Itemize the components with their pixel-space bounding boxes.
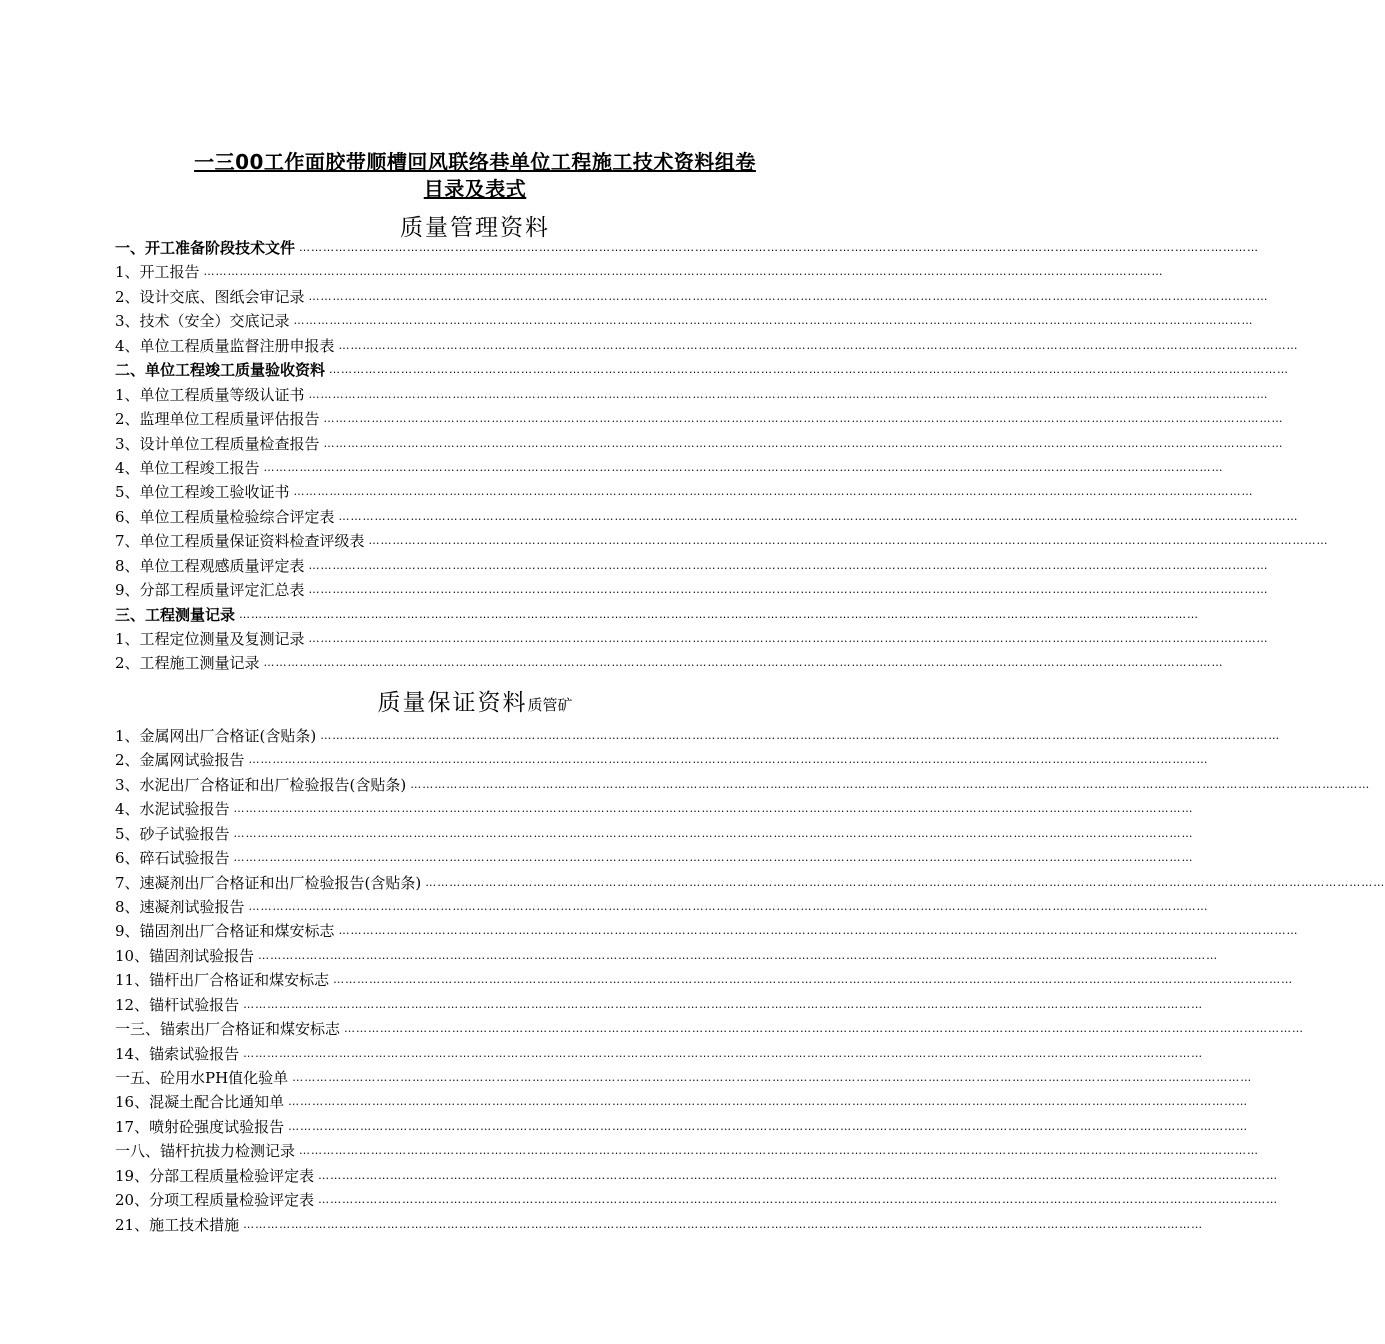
dot-leader: …………………………………………………………………………………………………………………………………………………………………………………………………………………… — [292, 1071, 1253, 1084]
toc-entry — [115, 993, 1204, 1017]
toc-entry-label: 2、工程施工测量记录 — [115, 654, 260, 673]
toc-entry-label: 8、速凝剂试验报告 — [115, 897, 245, 916]
dot-leader: …………………………………………………………………………………………………………………………………………………………………………………………………………………… — [308, 583, 1269, 597]
toc-entry — [115, 822, 1194, 846]
dot-leader: …………………………………………………………………………………………………………………………………………………………………………………………………………………… — [318, 1193, 1279, 1207]
toc-entry-label: 3、设计单位工程质量检查报告 — [115, 434, 320, 453]
dot-leader: …………………………………………………………………………………………………………………………………………………………………………………………………………………… — [344, 1022, 1305, 1036]
dot-leader: …………………………………………………………………………………………………………………………………………………………………………………………………………………… — [323, 436, 1284, 450]
toc-entry — [115, 456, 1224, 480]
toc-entry — [115, 407, 1284, 431]
toc-entry — [115, 309, 1254, 333]
toc-entry-label: 1、单位工程质量等级认证书 — [115, 385, 305, 404]
toc-entry-label: 4、水泥试验报告 — [115, 800, 230, 819]
toc-entry-label: 21、施工技术措施 — [115, 1215, 240, 1234]
toc-entry-label: 6、碎石试验报告 — [115, 849, 230, 868]
toc-entry-label: 8、单位工程观感质量评定表 — [115, 556, 305, 575]
dot-leader: …………………………………………………………………………………………………………………………………………………………………………………………………………………… — [333, 973, 1294, 987]
toc-entry-label: 一八、锚杆抗拔力检测记录 — [115, 1142, 296, 1161]
toc-entry-label: 1、金属网出厂合格证(含贴条) — [115, 726, 317, 745]
toc-entry-label: 12、锚杆试验报告 — [115, 995, 240, 1014]
toc-entry-label: 11、锚杆出厂合格证和煤安标志 — [115, 971, 330, 990]
toc-entry — [115, 1188, 1279, 1212]
dot-leader: …………………………………………………………………………………………………………………………………………………………………………………………………………………… — [233, 802, 1194, 816]
toc-entry — [115, 383, 1269, 407]
toc-entry-label: 17、喷射砼强度试验报告 — [115, 1117, 285, 1136]
toc-entry — [115, 1213, 1204, 1237]
toc-entry — [115, 1115, 1249, 1139]
dot-leader: …………………………………………………………………………………………………………………………………………………………………………………………………………………… — [248, 753, 1209, 767]
toc-entry-label: 7、速凝剂出厂合格证和出厂检验报告(含贴条) — [115, 873, 422, 892]
toc-entry — [115, 846, 1194, 870]
dot-leader: …………………………………………………………………………………………………………………………………………………………………………………………………………………… — [243, 1217, 1204, 1231]
toc-entry — [115, 797, 1194, 821]
dot-leader: …………………………………………………………………………………………………………………………………………………………………………………………………………………… — [329, 363, 1290, 377]
toc-entry — [115, 1017, 1305, 1041]
dot-leader: …………………………………………………………………………………………………………………………………………………………………………………………………………………… — [233, 851, 1194, 865]
toc-entry-label: 2、监理单位工程质量评估报告 — [115, 410, 320, 429]
dot-leader: …………………………………………………………………………………………………………………………………………………………………………………………………………………… — [293, 314, 1254, 328]
toc-entry-label: 2、金属网试验报告 — [115, 751, 245, 770]
toc-entry — [115, 260, 1164, 284]
toc-entry — [115, 1164, 1279, 1188]
toc-entry — [115, 944, 1219, 968]
toc-entry-label: 7、单位工程质量保证资料检查评级表 — [115, 532, 365, 551]
toc-entry — [115, 748, 1209, 772]
toc-entry-label: 14、锚索试验报告 — [115, 1044, 240, 1063]
toc-entry — [115, 285, 1269, 309]
toc-entry — [115, 529, 1329, 553]
dot-leader: …………………………………………………………………………………………………………………………………………………………………………………………………………………… — [410, 777, 1371, 791]
dot-leader: …………………………………………………………………………………………………………………………………………………………………………………………………………………… — [243, 997, 1204, 1011]
toc-group-heading — [115, 603, 1200, 627]
dot-leader: …………………………………………………………………………………………………………………………………………………………………………………………………………………… — [308, 558, 1269, 572]
dot-leader: …………………………………………………………………………………………………………………………………………………………………………………………………………………… — [288, 1095, 1249, 1109]
dot-leader: …………………………………………………………………………………………………………………………………………………………………………………………………………………… — [258, 948, 1219, 962]
dot-leader: …………………………………………………………………………………………………………………………………………………………………………………………………………………… — [239, 607, 1200, 621]
toc-group-heading — [115, 236, 1260, 260]
toc-entry — [115, 554, 1269, 578]
toc-entry-label: 10、锚固剂试验报告 — [115, 946, 255, 965]
toc-entry — [115, 724, 1281, 748]
toc-entry — [115, 480, 1254, 504]
toc-entry — [115, 1042, 1204, 1066]
toc-entry — [115, 432, 1284, 456]
toc-entry — [115, 578, 1269, 602]
dot-leader: …………………………………………………………………………………………………………………………………………………………………………………………………………………… — [299, 1144, 1260, 1158]
toc-entry-label: 二、单位工程竣工质量验收资料 — [115, 361, 326, 380]
section-heading-suffix: 质管矿 — [527, 696, 573, 714]
document-title-line-2: 目录及表式 — [423, 177, 527, 201]
dot-leader: …………………………………………………………………………………………………………………………………………………………………………………………………………………… — [323, 412, 1284, 426]
dot-leader: …………………………………………………………………………………………………………………………………………………………………………………………………………………… — [338, 509, 1299, 523]
toc-entry-label: 一三、锚索出厂合格证和煤安标志 — [115, 1020, 341, 1039]
dot-leader: …………………………………………………………………………………………………………………………………………………………………………………………………………………… — [308, 632, 1269, 645]
toc-entry-label: 6、单位工程质量检验综合评定表 — [115, 507, 335, 526]
dot-leader: …………………………………………………………………………………………………………………………………………………………………………………………………………………… — [203, 265, 1164, 279]
toc-entry-label: 5、砂子试验报告 — [115, 824, 230, 843]
dot-leader: …………………………………………………………………………………………………………………………………………………………………………………………………………………… — [263, 460, 1224, 474]
toc-entry-label: 16、混凝土配合比通知单 — [115, 1093, 285, 1112]
toc-entry-label: 3、技术（安全）交底记录 — [115, 312, 290, 331]
toc-entry-label: 20、分项工程质量检验评定表 — [115, 1191, 315, 1210]
dot-leader: …………………………………………………………………………………………………………………………………………………………………………………………………………………… — [318, 1168, 1279, 1182]
document-title-line-1: 一三00工作面胶带顺槽回风联络巷单位工程施工技术资料组卷 — [194, 150, 756, 174]
dot-leader: …………………………………………………………………………………………………………………………………………………………………………………………………………………… — [338, 924, 1299, 938]
toc-entry — [115, 505, 1299, 529]
section-heading-text: 质量管理资料 — [400, 215, 550, 241]
toc-entry-label: 三、工程测量记录 — [115, 605, 236, 624]
toc-entry — [115, 773, 1371, 797]
table-of-contents — [115, 236, 1385, 1237]
toc-entry-label: 9、分部工程质量评定汇总表 — [115, 581, 305, 600]
toc-entry — [115, 919, 1299, 943]
toc-entry — [115, 1139, 1260, 1163]
toc-entry-label: 1、开工报告 — [115, 263, 200, 282]
dot-leader: …………………………………………………………………………………………………………………………………………………………………………………………………………………… — [293, 485, 1254, 499]
section-heading-text: 质量保证资料 — [377, 690, 528, 716]
toc-entry — [115, 871, 1385, 895]
toc-entry — [115, 627, 1269, 651]
toc-entry-label: 1、工程定位测量及复测记录 — [115, 630, 305, 648]
toc-entry — [115, 1066, 1253, 1090]
dot-leader: …………………………………………………………………………………………………………………………………………………………………………………………………………………… — [263, 656, 1224, 670]
dot-leader: …………………………………………………………………………………………………………………………………………………………………………………………………………………… — [338, 338, 1299, 352]
toc-entry-label: 4、单位工程竣工报告 — [115, 458, 260, 477]
toc-group-heading — [115, 358, 1290, 382]
dot-leader: …………………………………………………………………………………………………………………………………………………………………………………………………………………… — [308, 387, 1269, 401]
toc-entry-label: 2、设计交底、图纸会审记录 — [115, 287, 305, 306]
toc-entry — [115, 968, 1294, 992]
toc-entry — [115, 895, 1209, 919]
dot-leader: …………………………………………………………………………………………………………………………………………………………………………………………………………………… — [243, 1046, 1204, 1060]
dot-leader: …………………………………………………………………………………………………………………………………………………………………………………………………………………… — [233, 826, 1194, 840]
toc-entry-label: 4、单位工程质量监督注册申报表 — [115, 336, 335, 355]
toc-entry-label: 5、单位工程竣工验收证书 — [115, 483, 290, 502]
dot-leader: …………………………………………………………………………………………………………………………………………………………………………………………………………………… — [425, 875, 1385, 889]
toc-entry — [115, 1090, 1249, 1114]
dot-leader: …………………………………………………………………………………………………………………………………………………………………………………………………………………… — [308, 289, 1269, 303]
toc-entry-label: 一、开工准备阶段技术文件 — [115, 239, 296, 257]
dot-leader: …………………………………………………………………………………………………………………………………………………………………………………………………………………… — [368, 534, 1329, 548]
toc-entry — [115, 334, 1299, 358]
toc-entry-label: 一五、砼用水PH值化验单 — [115, 1069, 289, 1087]
toc-entry-label: 9、锚固剂出厂合格证和煤安标志 — [115, 922, 335, 941]
section-gap — [115, 676, 775, 724]
dot-leader: …………………………………………………………………………………………………………………………………………………………………………………………………………………… — [288, 1119, 1249, 1133]
toc-entry-label: 19、分部工程质量检验评定表 — [115, 1166, 315, 1185]
dot-leader: …………………………………………………………………………………………………………………………………………………………………………………………………………………… — [248, 899, 1209, 913]
toc-entry — [115, 651, 1224, 675]
toc-entry-label: 3、水泥出厂合格证和出厂检验报告(含贴条) — [115, 775, 407, 794]
dot-leader: …………………………………………………………………………………………………………………………………………………………………………………………………………………… — [320, 728, 1281, 742]
dot-leader: …………………………………………………………………………………………………………………………………………………………………………………………………………………… — [299, 241, 1260, 254]
